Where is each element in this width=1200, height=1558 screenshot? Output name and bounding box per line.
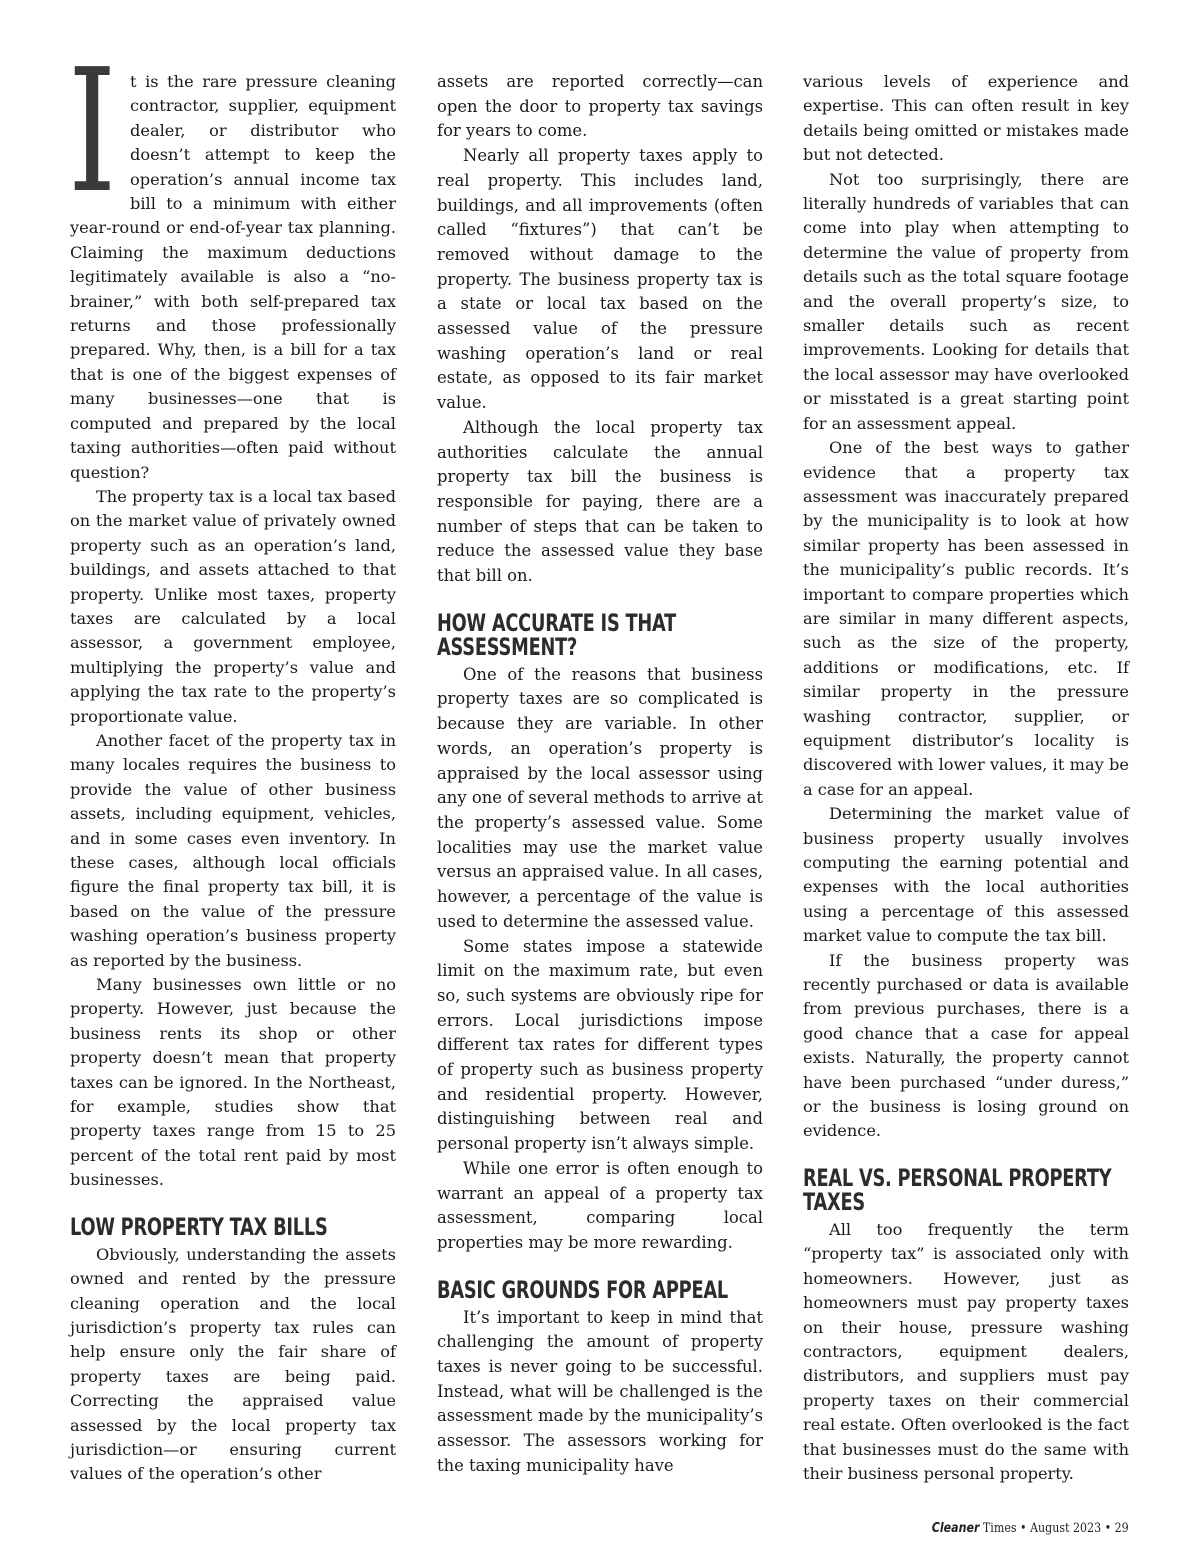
paragraph: Not too surprisingly, there are literally hundreds of variables that can come into play when attempting to determine the value of property from details such as the total square footage and the overall property’s size, to smaller details such as recent improvements. Looking for details that the local assessor may have overlooked or misstated is a great starting point for an assessment appeal. bbox=[803, 169, 1129, 433]
drop-cap: I bbox=[68, 33, 117, 231]
page-footer bbox=[932, 1521, 1129, 1536]
paragraph: Another facet of the property tax in many locales requires the business to provide the value of other business assets, including equipment, vehicles, and in some cases even inventory. In these cases, although local officials figure the final property tax bill, it is based on the value of the pressure washing operation’s business property as reported by the business. bbox=[70, 730, 396, 970]
section-heading: BASIC GROUNDS FOR APPEAL bbox=[437, 1275, 728, 1304]
paragraph: Although the local property tax authorities calculate the annual property tax bill the business is responsible for paying, there are a number of steps that can be taken to reduce the assessed value they base that bill on. bbox=[437, 417, 763, 586]
intro-paragraph bbox=[68, 33, 396, 485]
paragraph: Nearly all property taxes apply to real property. This includes land, buildings, and all improvements (often called “fixtures”) that can’t be removed without damage to the property. The business property tax is a state or local tax based on the assessed value of the pressure washing operation’s land or real estate, as opposed to its fair market value. bbox=[437, 146, 763, 413]
paragraph: Determining the market value of business property usually involves computing the earning potential and expenses with the local authorities using a percentage of this assessed market value to compute the tax bill. bbox=[803, 804, 1129, 946]
section-heading: REAL VS. PERSONAL PROPERTY TAXES bbox=[803, 1163, 1112, 1216]
section-heading: LOW PROPERTY TAX BILLS bbox=[70, 1212, 328, 1241]
footer-issue-page: Times • August 2023 • 29 bbox=[979, 1521, 1129, 1536]
paragraph: Many businesses own little or no property. However, just because the business rents its shop or other property doesn’t mean that property taxes can be ignored. In the Northeast, for example, studies show that property taxes range from 15 to 25 percent of the total rent paid by most businesses. bbox=[70, 975, 396, 1190]
article-column-1 bbox=[68, 33, 396, 1487]
paragraph: Some states impose a statewide limit on the maximum rate, but even so, such systems are obviously ripe for errors. Local jurisdictions impose different tax rates for different types of property such as business property and residential property. However, distinguishing between real and personal property isn’t always simple. bbox=[437, 936, 763, 1154]
paragraph: If the business property was recently purchased or data is available from previous purchases, there is a good chance that a case for appeal exists. Naturally, the property cannot have been purchased “under duress,” or the business is losing ground on evidence. bbox=[803, 950, 1129, 1141]
paragraph: While one error is often enough to warrant an appeal of a property tax assessment, comparing local properties may be more rewarding. bbox=[437, 1158, 763, 1252]
paragraph: assets are reported correctly—can open the door to property tax savings for years to come. bbox=[437, 72, 763, 141]
article-column-2 bbox=[437, 70, 763, 1479]
paragraph: It’s important to keep in mind that challenging the amount of property taxes is never going to be successful. Instead, what will be challenged is the assessment made by the municipality’s assessor. The assessors working for the taxing municipality have bbox=[437, 1307, 763, 1475]
paragraph: various levels of experience and expertise. This can often result in key details being omitted or mistakes made but not detected. bbox=[803, 72, 1129, 165]
paragraph: One of the best ways to gather evidence that a property tax assessment was inaccurately prepared by the municipality is to look at how similar property has been assessed in the municipality’s public records. It’s important to compare properties which are similar in many different aspects, such as the size of the property, additions or modifications, etc. If similar property in the pressure washing contractor, supplier, or equipment distributor’s locality is discovered with lower values, it may be a case for an appeal. bbox=[803, 438, 1129, 799]
paragraph: All too frequently the term “property tax” is associated only with homeowners. However, just as homeowners must pay property taxes on their house, pressure washing contractors, equipment dealers, distributors, and suppliers must pay property taxes on their commercial real estate. Often overlooked is the fact that businesses must do the same with their business personal property. bbox=[803, 1219, 1129, 1483]
section-heading: HOW ACCURATE IS THAT ASSESSMENT? bbox=[437, 608, 677, 661]
paragraph: The property tax is a local tax based on the market value of privately owned property such as an operation’s land, buildings, and assets attached to that property. Unlike most taxes, property taxes are calculated by a local assessor, a government employee, multiplying the property’s value and applying the tax rate to the property’s proportionate value. bbox=[70, 486, 396, 726]
article-column-3 bbox=[803, 70, 1129, 1486]
paragraph: Obviously, understanding the assets owned and rented by the pressure cleaning operation and the local jurisdiction’s property tax rules can help ensure only the fair share of property taxes are being paid. Correcting the appraised value assessed by the local property tax jurisdiction—or ensuring current values of the operation’s other bbox=[70, 1244, 396, 1484]
footer-brand: Cleaner bbox=[932, 1521, 980, 1536]
paragraph: One of the reasons that business property taxes are so complicated is because they are variable. In other words, an operation’s property is appraised by the local assessor using any one of several methods to arrive at the property’s assessed value. Some localities may use the market value versus an appraised value. In all cases, however, a percentage of the value is used to determine the assessed value. bbox=[437, 664, 763, 931]
intro-text: t is the rare pressure cleaning contractor, supplier, equipment dealer, or distributor who doesn’t attempt to keep the operation’s annual income tax bill to a minimum with either year-round or end-of-year tax planning. Claiming the maximum deductions legitimately available is also a “no-brainer,” with both self-prepared tax returns and those professionally prepared. Why, then, is a bill for a tax that is one of the biggest expenses of many businesses—one that is computed and prepared by the local taxing authorities—often paid without question? bbox=[70, 72, 396, 482]
